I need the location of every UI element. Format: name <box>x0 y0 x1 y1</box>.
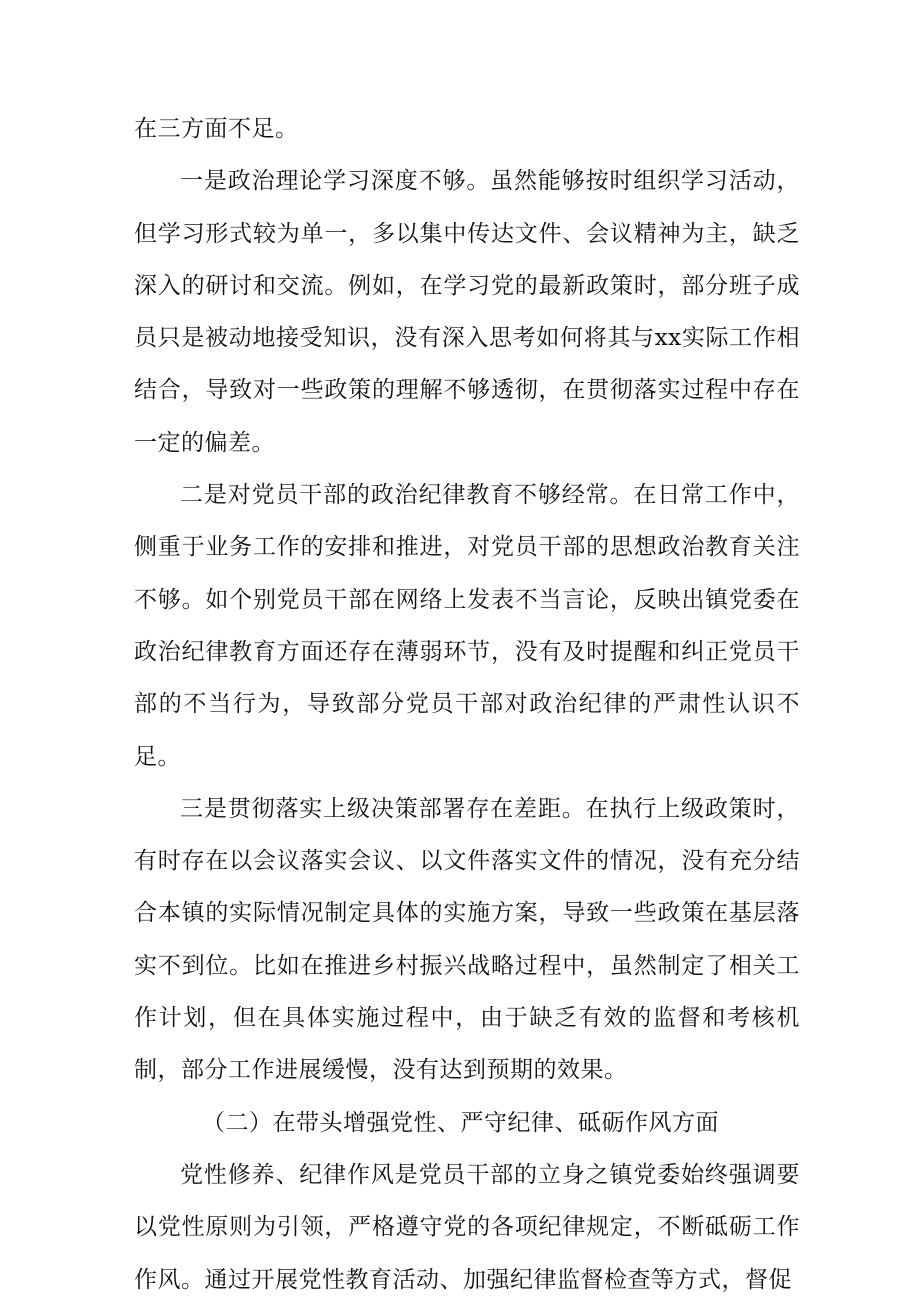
paragraph-continuation: 在三方面不足。 <box>134 116 299 142</box>
paragraph-section-intro: 党性修养、纪律作风是党员干部的立身之镇党委始终强调要以党性原则为引领，严格遵守党的各项纪律规定，不断砥砺工作作风。通过开展党性教育活动、加强纪律监督检查等方式，督促 <box>134 1161 800 1293</box>
document-body <box>134 103 800 1306</box>
paragraph-point-two: 二是对党员干部的政治纪律教育不够经常。在日常工作中，侧重于业务工作的安排和推进，对党员干部的思想政治教育关注不够。如个别党员干部在网络上发表不当言论，反映出镇党委在政治纪律教育方面还存在薄弱环节，没有及时提醒和纠正党员干部的不当行为，导致部分党员干部对政治纪律的严肃性认识不足。 <box>134 482 800 770</box>
section-heading: （二）在带头增强党性、严守纪律、砥砺作风方面 <box>202 1109 719 1136</box>
paragraph-point-one: 一是政治理论学习深度不够。虽然能够按时组织学习活动，但学习形式较为单一，多以集中传达文件、会议精神为主，缺乏深入的研讨和交流。例如，在学习党的最新政策时，部分班子成员只是被动地接受知识，没有深入思考如何将其与xx实际工作相结合，导致对一些政策的理解不够透彻，在贯彻落实过程中存在一定的偏差。 <box>134 168 800 456</box>
paragraph-point-three: 三是贯彻落实上级决策部署存在差距。在执行上级政策时，有时存在以会议落实会议、以文件落实文件的情况，没有充分结合本镇的实际情况制定具体的实施方案，导致一些政策在基层落实不到位。比如在推进乡村振兴战略过程中，虽然制定了相关工作计划，但在具体实施过程中，由于缺乏有效的监督和考核机制，部分工作进展缓慢，没有达到预期的效果。 <box>134 795 800 1084</box>
